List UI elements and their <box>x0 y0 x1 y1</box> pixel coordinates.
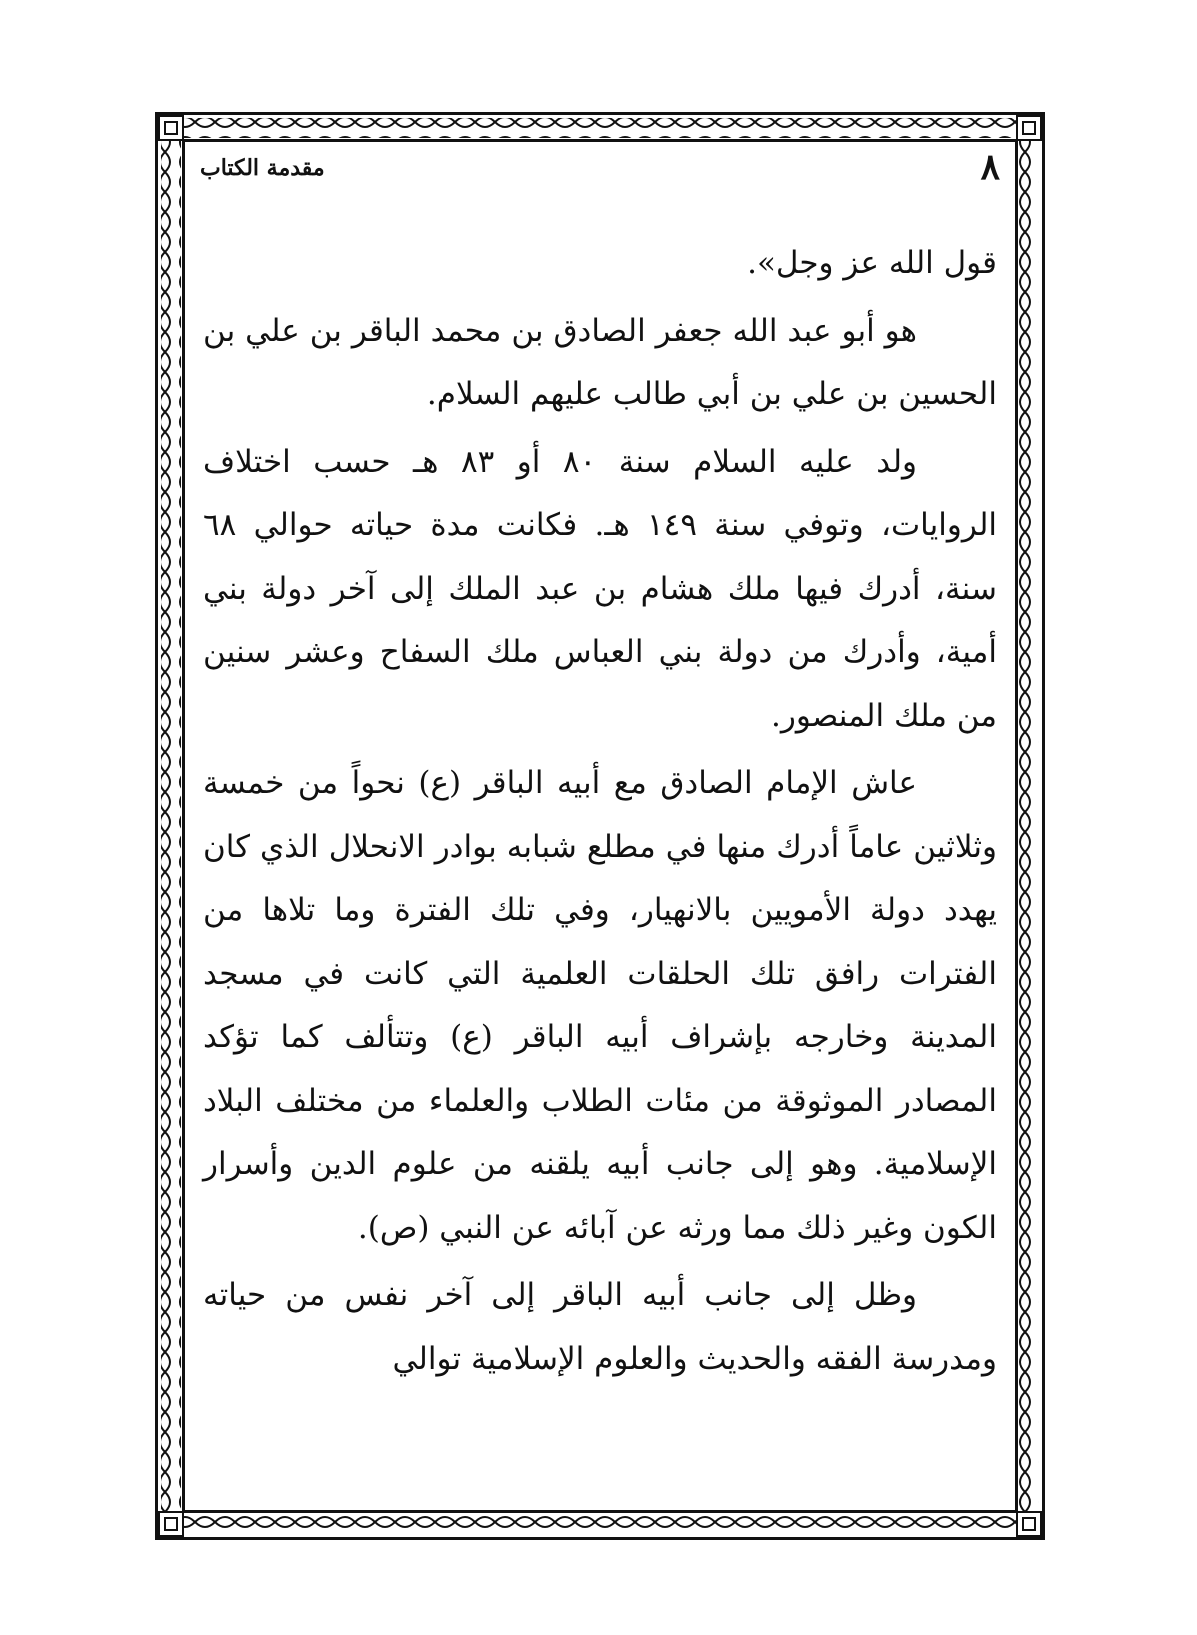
running-title: مقدمة الكتاب <box>200 155 325 181</box>
page-number: ٨ <box>980 146 1000 188</box>
page-frame <box>155 112 1045 1540</box>
page-header <box>200 147 1000 187</box>
paragraph-1: قول الله عز وجل». <box>747 245 997 281</box>
paragraph-2: هو أبو عبد الله جعفر الصادق بن محمد الباقر بن علي بن الحسين بن علي بن أبي طالب عليهم السلام. <box>203 312 997 412</box>
text-body <box>203 232 997 1391</box>
paragraph-3: ولد عليه السلام سنة ٨٠ أو ٨٣ هـ حسب اختلاف الروايات، وتوفي سنة ١٤٩ هـ. فكانت مدة حياته حوالي ٦٨ سنة، أدرك فيها ملك هشام بن عبد الملك إلى آخر دولة بني أمية، وأدرك من دولة بني العباس ملك السفاح وعشر سنين من ملك المنصور. <box>203 443 997 734</box>
paragraph-4: عاش الإمام الصادق مع أبيه الباقر (ع) نحواً من خمسة وثلاثين عاماً أدرك منها في مطلع شبابه بوادر الانحلال الذي كان يهدد دولة الأمويين بالانهيار، وفي تلك الفترة وما تلاها من الفترات رافق تلك الحلقات العلمية التي كانت في مسجد المدينة وخارجه بإشراف أبيه الباقر (ع) وتتألف كما تؤكد المصادر الموثوقة من مئات الطلاب والعلماء من مختلف البلاد الإسلامية. وهو إلى جانب أبيه يلقنه من علوم الدين وأسرار الكون وغير ذلك مما ورثه عن آبائه عن النبي (ص). <box>203 765 997 1246</box>
paragraph-5: وظل إلى جانب أبيه الباقر إلى آخر نفس من حياته ومدرسة الفقه والحديث والعلوم الإسلامية توالي <box>203 1277 997 1377</box>
